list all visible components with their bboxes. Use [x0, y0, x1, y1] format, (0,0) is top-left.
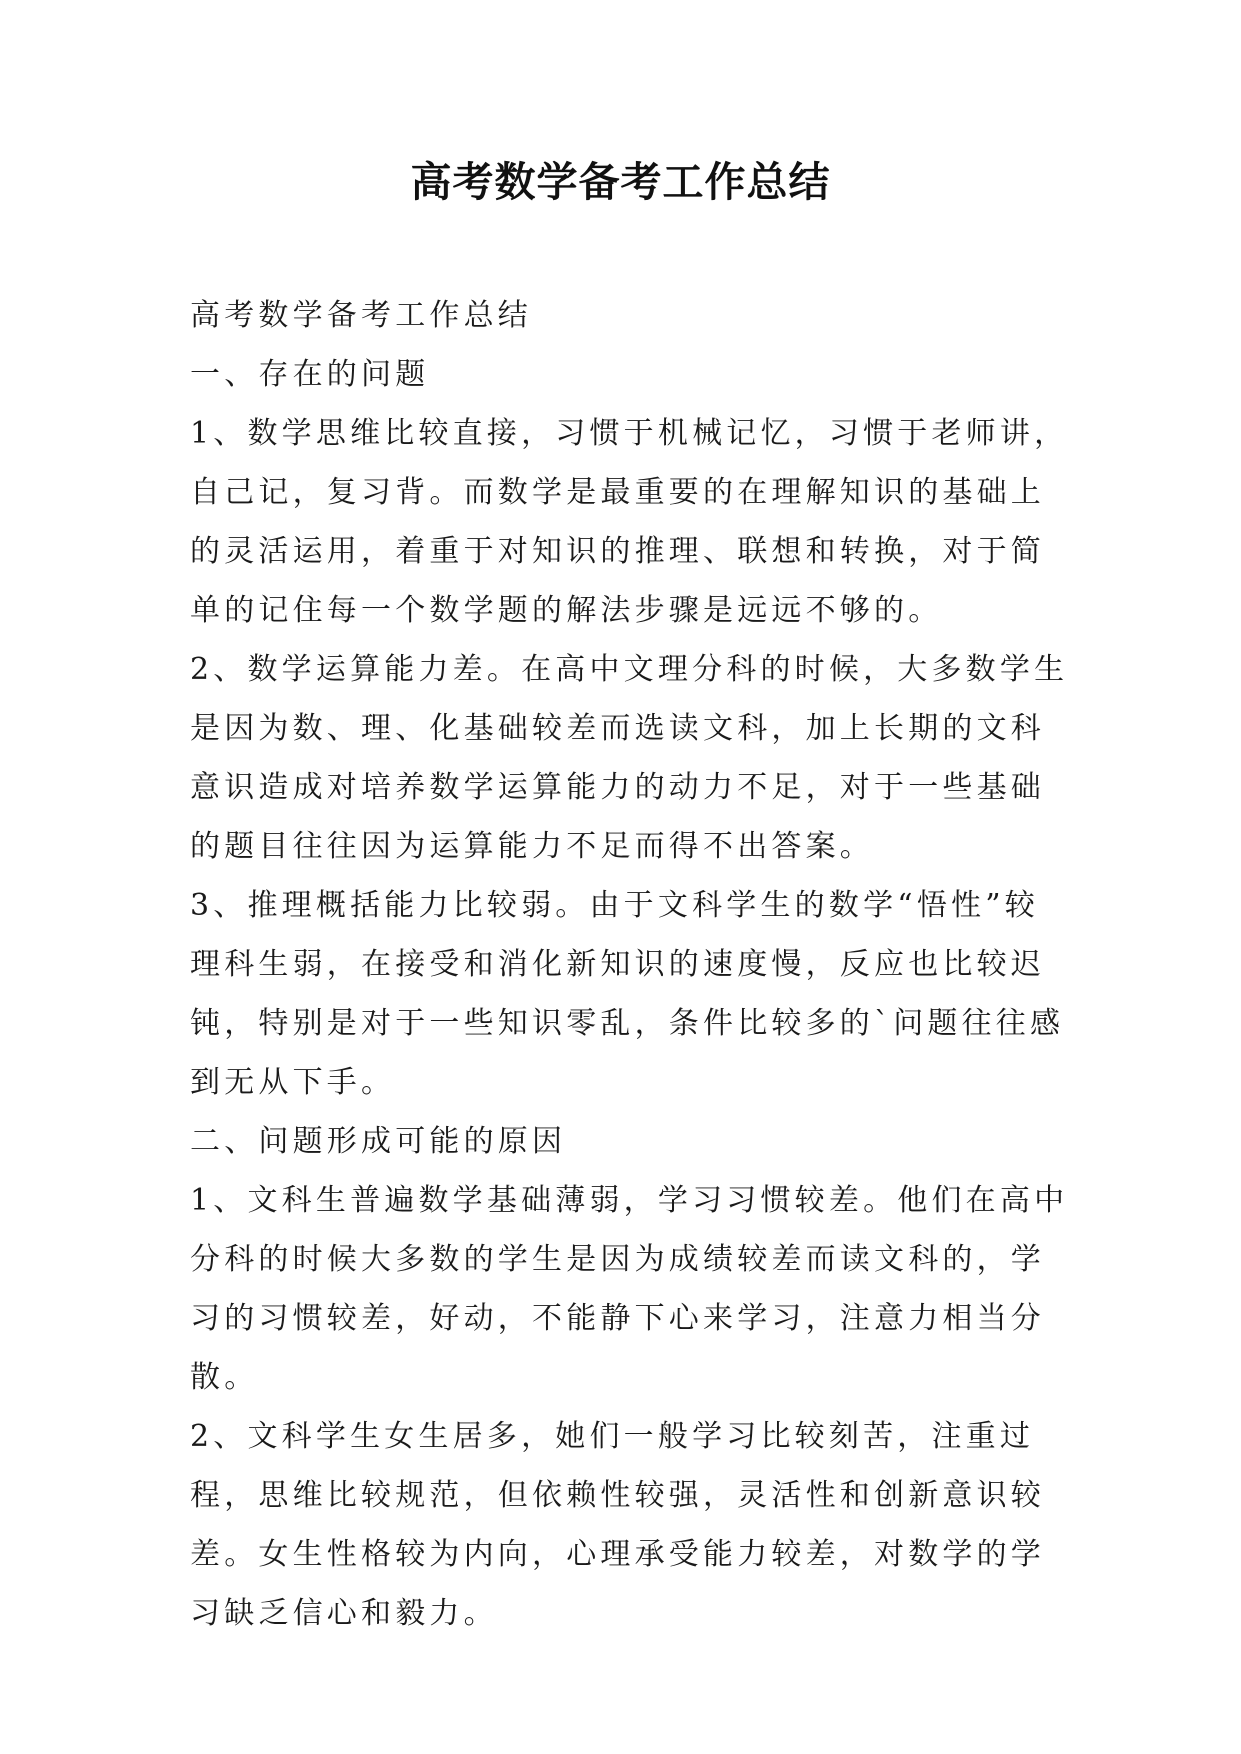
document-title: 高考数学备考工作总结: [410, 158, 831, 206]
paragraph-problem-1: 1、数学思维比较直接，习惯于机械记忆，习惯于老师讲，自己记，复习背。而数学是最重要的在理解知识的基础上的灵活运用，着重于对知识的推理、联想和转换，对于简单的记住每一个数学题的解法步骤是远远不够的。: [190, 416, 1069, 628]
paragraph-cause-1: 1、文科生普遍数学基础薄弱，学习习惯较差。他们在高中分科的时候大多数的学生是因为成绩较差而读文科的，学习的习惯较差，好动，不能静下心来学习，注意力相当分散。: [190, 1183, 1069, 1395]
document-subtitle: 高考数学备考工作总结: [190, 298, 532, 333]
paragraph-cause-2: 2、文科学生女生居多，她们一般学习比较刻苦，注重过程，思维比较规范，但依赖性较强，灵活性和创新意识较差。女生性格较为内向，心理承受能力较差，对数学的学习缺乏信心和毅力。: [190, 1419, 1045, 1631]
paragraph-problem-2: 2、数学运算能力差。在高中文理分科的时候，大多数学生是因为数、理、化基础较差而选读文科，加上长期的文科意识造成对培养数学运算能力的动力不足，对于一些基础的题目往往因为运算能力不足而得不出答案。: [190, 652, 1069, 864]
section-heading-problems: 一、存在的问题: [190, 357, 430, 392]
document-body: [190, 286, 1070, 1643]
paragraph-problem-3: 3、推理概括能力比较弱。由于文科学生的数学“悟性”较理科生弱，在接受和消化新知识的速度慢，反应也比较迟钝，特别是对于一些知识零乱，条件比较多的`问题往往感到无从下手。: [190, 888, 1065, 1100]
section-heading-causes: 二、问题形成可能的原因: [190, 1124, 567, 1159]
